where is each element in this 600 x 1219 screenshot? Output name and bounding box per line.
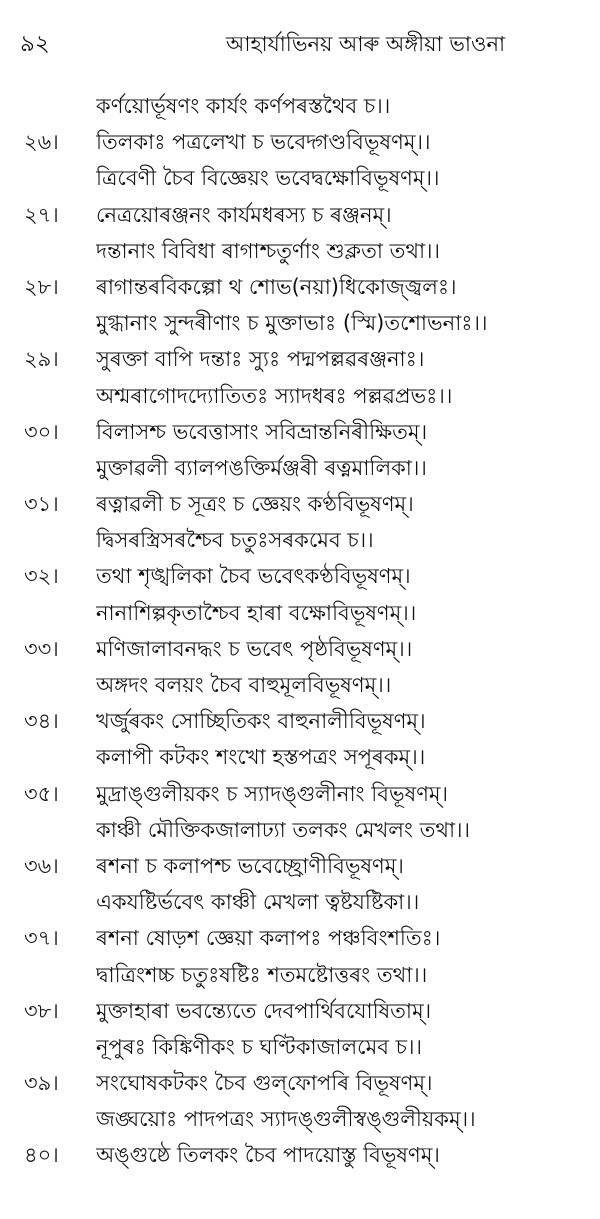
verse-number: ৪০। xyxy=(24,1143,59,1168)
verse-text: কৰ্ণয়োৰ্ভূষণং কাৰ্যং কৰ্ণপৰস্তথৈব চ।। xyxy=(96,94,391,118)
verse-text: সুৰক্তা বাপি দন্তাঃ স্যুঃ পদ্মপল্লৱৰঞ্জনাঃ। xyxy=(96,347,425,372)
verse-line xyxy=(0,631,600,667)
verse-line xyxy=(0,920,600,956)
verse-text: মুক্তাৱলী ব্যালপঙক্তিৰ্মঞ্জৰী ৰত্নমালিকা।। xyxy=(96,455,427,480)
verse-text: খৰ্জুৰকং সোচ্ছিতিকং বাহুনালীবিভূষণম্। xyxy=(96,709,426,734)
verse-number: ৩৯। xyxy=(24,1071,59,1096)
verse-number: ২৮। xyxy=(24,274,59,299)
verse-line xyxy=(0,233,600,269)
verse-line xyxy=(0,667,600,703)
verse-text: মুগ্ধানাং সুন্দৰীণাং চ মুক্তাভাঃ (স্মি)তশোভনাঃ।। xyxy=(96,311,488,336)
verse-text: জঙ্ঘয়োঃ পাদপত্ৰং স্যাদঙ্গুলীস্বঙ্গুলীয়কম্।। xyxy=(96,1107,476,1132)
verse-number: ৩৮। xyxy=(24,998,59,1023)
verse-number: ৩৬। xyxy=(24,853,59,878)
verse-text: দ্বাত্ৰিংশচ্চ চতুঃষষ্টিঃ শতমষ্টোত্তৰং তথা।। xyxy=(96,962,428,987)
verse-line xyxy=(0,848,600,884)
verse-number: ২৬। xyxy=(24,130,59,155)
verse-line xyxy=(0,160,600,196)
verse-text: দন্তানাং বিবিধা ৰাগাশ্চতুৰ্ণাং শুক্লতা তথা।। xyxy=(96,238,441,263)
verse-text: অঙ্গদং বলয়ং চৈব বাহুমূলবিভূষণম্।। xyxy=(96,673,392,697)
verse-text: কলাপী কটকং শংখো হস্তপত্ৰং সপূৰকম্।। xyxy=(96,745,426,770)
verse-line xyxy=(0,1137,600,1173)
verse-number: ৩০। xyxy=(24,419,59,444)
verse-text: ৰশনা চ কলাপশ্চ ভবেচ্ছ্ৰোণীবিভূষণম্। xyxy=(96,853,404,878)
verse-line xyxy=(0,414,600,450)
verse-text: নূপুৰঃ কিঙ্কিণীকং চ ঘণ্টিকাজালমেব চ।। xyxy=(96,1034,422,1059)
verse-number: ২৭। xyxy=(24,202,59,227)
verse-line xyxy=(0,341,600,377)
verse-line xyxy=(0,305,600,341)
verse-text: বিলাসশ্চ ভবেত্তাসাং সবিভ্ৰান্তনিৰীক্ষিতম্। xyxy=(96,419,428,444)
verse-line xyxy=(0,812,600,848)
verse-text: ৰাগান্তৰবিকল্পো থ শোভ(নয়া)ধিকোজ্জ্বলঃ। xyxy=(96,274,457,299)
verse-text: মুদ্ৰাঙ্গুলীয়কং চ স্যাদঙ্গুলীনাং বিভূষণম্। xyxy=(96,781,449,806)
verse-line xyxy=(0,88,600,124)
verse-line xyxy=(0,703,600,739)
page-header xyxy=(0,26,600,62)
verse-line xyxy=(0,522,600,558)
verse-text: নেত্ৰয়োৰঞ্জনং কাৰ্যমধৰস্য চ ৰঞ্জনম্। xyxy=(96,202,392,227)
verse-text: ত্ৰিবেণী চৈব বিজ্ঞেয়ং ভবেদ্বক্ষোবিভূষণম্।। xyxy=(96,166,440,191)
verse-line xyxy=(0,739,600,775)
verse-line xyxy=(0,486,600,522)
verse-line xyxy=(0,197,600,233)
verse-line xyxy=(0,558,600,594)
verse-text: অঙ্গুষ্ঠে তিলকং চৈব পাদয়োস্তু বিভূষণম্। xyxy=(96,1143,440,1168)
verse-number: ৩৪। xyxy=(24,709,59,734)
verse-line xyxy=(0,1101,600,1137)
verse-text: নানাশিল্পকৃতাশ্চৈব হাৰা বক্ষোবিভূষণম্।। xyxy=(96,600,417,625)
running-title: আহাৰ্যাভিনয় আৰু অঙ্গীয়া ভাওনা xyxy=(226,32,506,56)
verse-line xyxy=(0,884,600,920)
verse-line xyxy=(0,1029,600,1065)
verse-number: ৩৫। xyxy=(24,781,59,806)
verse-line xyxy=(0,269,600,305)
verse-line xyxy=(0,124,600,160)
verse-number: ৩১। xyxy=(24,492,59,517)
verse-number: ২৯। xyxy=(24,347,59,372)
page-number: ৯২ xyxy=(20,31,50,57)
verse-line xyxy=(0,378,600,414)
verse-text: সংঘোষকটকং চৈব গুল্‌ফোপৰি বিভূষণম্। xyxy=(96,1071,433,1096)
verse-text: দ্বিসৰস্ত্ৰিসৰশ্চৈব চতুঃসৰকমেব চ।। xyxy=(96,528,374,553)
verse-text: ৰশনা ষোড়শ জ্ঞেয়া কলাপঃ পঞ্চবিংশতিঃ। xyxy=(96,926,441,951)
verse-number: ৩৩। xyxy=(24,636,59,661)
verse-line xyxy=(0,957,600,993)
verse-number: ৩৭। xyxy=(24,926,59,951)
verse-text: ৰত্নাৱলী চ সূত্ৰং চ জ্ঞেয়ং কণ্ঠবিভূষণম্। xyxy=(96,492,414,517)
verse-number: ৩২। xyxy=(24,564,59,589)
verse-line xyxy=(0,776,600,812)
verse-text: মণিজালাবনদ্ধং চ ভবেৎ পৃষ্ঠবিভূষণম্।। xyxy=(96,636,413,661)
verse-text: একযষ্টিৰ্ভবেৎ কাঞ্চী মেখলা ত্বষ্টযষ্টিকা।। xyxy=(96,890,420,915)
verse-text: মুক্তাহাৰা ভবন্ত্যেতে দেবপাৰ্থিবযোষিতাম্। xyxy=(96,998,432,1023)
verse-text: অশ্মৰাগোদদ্যোতিতঃ স্যাদধৰঃ পল্লৱপ্ৰভঃ।। xyxy=(96,383,453,408)
verse-body xyxy=(0,88,600,1174)
verse-line xyxy=(0,450,600,486)
verse-text: তথা শৃঙ্খলিকা চৈব ভবেৎকণ্ঠবিভূষণম্। xyxy=(96,564,411,589)
verse-line xyxy=(0,595,600,631)
verse-line xyxy=(0,993,600,1029)
verse-text: তিলকাঃ পত্ৰলেখা চ ভবেদ্গণ্ডবিভূষণম্।। xyxy=(96,130,431,155)
verse-text: কাঞ্চী মৌক্তিকজালাঢ্যা তলকং মেখলং তথা।। xyxy=(96,817,471,842)
verse-line xyxy=(0,1065,600,1101)
